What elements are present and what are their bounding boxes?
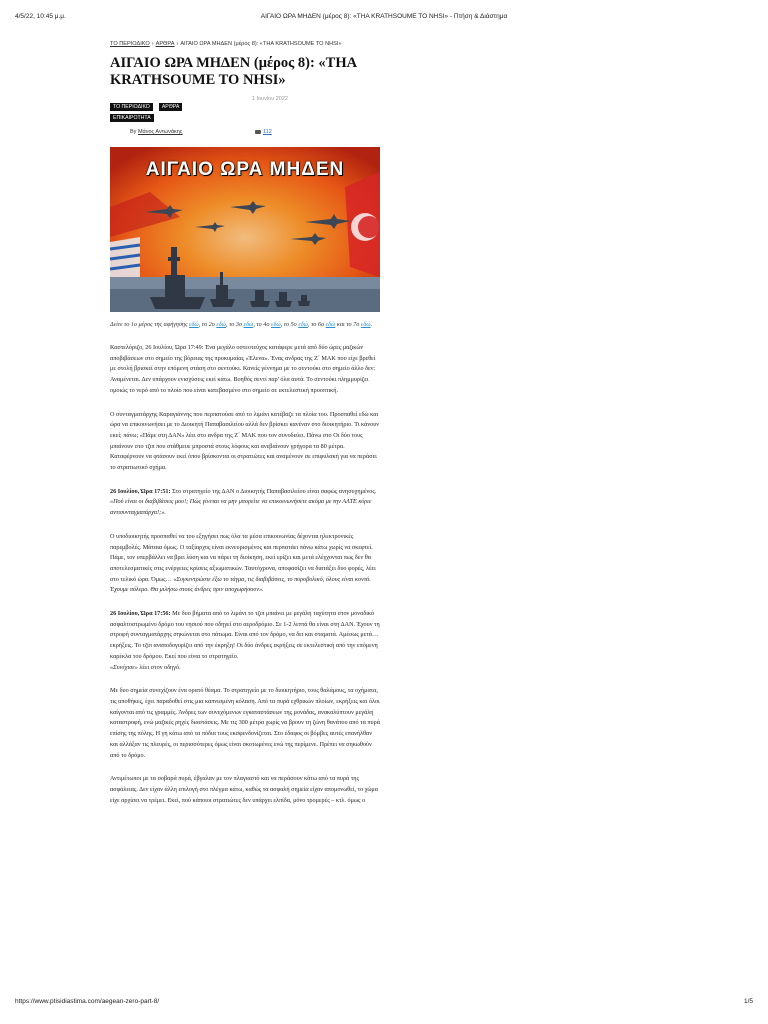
article [110,40,380,813]
paragraph-text: Ο υποδιοικητής προσπαθεί να του εξηγήσει πως όλα τα μέσα επικοινωνίας δέχονται ηλεκτρονικές παρεμβολές. Μάταια όμως. Ο ταξίαρχος είναι εκνευρισμένος και περπατάει πάνω κάτω χωρίς να σκεφτεί. Πάμε, τον υπερβάλλει να βρει λύση και να πάρει τη διοίκηση, εκεί ερίζει και μετά ελέγχονται πως δεν θα αποτελεσματικές στις ενέργειες κρίσεις αξιωματικών. Ταυτόχρονα, αποφασίζει να διατάξει δυο φορές, λέει στο τελικό ώρα. Όμως… [110,532,376,583]
caption-text: , το 6ο [307,321,326,328]
part-4-link[interactable]: εδώ [271,321,281,328]
comments-link[interactable] [255,129,272,135]
by-label: By [130,129,137,135]
caption-text: . [370,321,373,328]
dialogue-quote: «Πού είναι οι διαβιβάσεις μου!; Πώς γίνεται να μην μπορείτε να επικοινωνήσετε ακόμα με την ΑΛΤΕ κύριε αντισυνταγματάρχα!;». [110,498,372,517]
print-header [15,13,753,25]
print-url: https://www.ptisidiastima.com/aegean-zero-part-8/ [15,998,160,1005]
caption-text: , το 2ο [198,321,217,328]
part-1-link[interactable]: εδώ [189,321,199,328]
paragraph-4 [110,532,380,596]
post-date: 1 Ιουνίου 2022 [252,96,288,102]
print-datetime: 4/5/22, 10:45 μ.μ. [15,13,66,20]
caption-text: , το 5ο [280,321,299,328]
timestamp-lead: 26 Ιουλίου, Ώρα 17:56: [110,610,173,618]
part-6-link[interactable]: εδώ [325,321,336,328]
caption-text: , το 3ο [225,321,244,328]
caption-text: Δείτε το 1ο μέρος της αφήγησης [110,321,190,328]
paragraph-text: Με δυο βήματα από το λιμάνι το τζιπ μπαίνει με μεγάλη ταχύτητα στον μοναδικό ασφαλτοστρωμένο δρόμο του νησιού που οδηγεί στο αεροδρόμιο. Σε 1-2 λεπτά θα είναι στη ΔΑΝ. Έχουν τη στροφή συνταγματάρχης σηκώνεται στο πάτωμα. Είναι από τον δρόμο, να δει και σταματά. Αμέσως μετά… εκρήξεις. Το τζιπ αναποδογυρίζει από την έκρηξη! Οι δύο άνδρες εκρήξεις σε εκτελεστική από την επόμενη καρέκλα του δρόμου. Εκεί που είναι το στρατηγείο. [110,610,380,660]
breadcrumb-separator: › [151,41,154,47]
tag-arthra[interactable]: ΑΡΘΡΑ [159,103,183,111]
paragraph-text: λέει στον οδηγό. [137,663,181,671]
paragraph-2: Ο συνταγματάρχης Καραγιάννης που περπατούσε από το λιμάνι κατέβαζε τα πλοία του. Προσπαθεί εδώ και ώρα να επικοινωνήσει με το Διοικητή Παπαβασιλείου αλλά δεν βρίσκει κανέναν στο διοικητήριο. Τι κάνουν εκεί; πάνω; «Πάμε στη ΔΑΝ» λέει στο ανδρα της Ζ΄ ΜΑΚ που τον συνοδεύει. Πάνω στο Οι δύο τους μπαίνουν στο τζιπ που στάθμευε μπροστά στους λόφους και ανεβαίνουν γρήγορα τα 80 μέτρα. Καταφέρνουν να φτάσουν εκεί όπου βρίσκονται οι στρατιώτες και αναμένουν σε επιφυλακή για να περάσει το στρατιωτικό σχήμα. [110,410,380,472]
breadcrumb-home-link[interactable]: ΤΟ ΠΕΡΙΟΔΙΚΟ [110,41,150,47]
comment-count: 112 [263,129,272,135]
paragraph-6: Με δυο σημεία συνεχίζουν ένα ορατό θέαμα. Το στρατηγείο με το διοικητήριο, τους θαλάμους, τα οχήματα, τις αποθήκες, έχει παραδοθεί στις μια καπνισμένη κόλαση. Από τα πυρά εχθρικών πλοίων, εκρήξεις και όλοι καίγονται από τις γραμμές. Άνδρες των συνεχόμενων εγκαταστάσεων της μονάδας, ανακαλύπτουν μεγάλη καταστροφή, ενώ μαζικές ρηχές διαστάσεις. Με τις 300 μέτρα χωρίς να βρουν τη ζώνη θανάτου από τα πυρά επίσης της πόλης. Η γη κάτω από τα πόδια τους εκσφενδονίζεται. Στο έδαφος οι βόμβες αυτές επανήλθαν και αλλάξαν τις πλευρές, οι περισσότερες όμως είναι σκοτωμένες ενώ της περίμενε. Πρέπει να σηκωθούν από το δρόμο. [110,687,380,759]
article-title: ΑΙΓΑΙΟ ΩΡΑ ΜΗΔΕΝ (μέρος 8): «THA KRATHSOUME TO NHSI» [110,55,357,88]
breadcrumb-separator: › [176,41,179,47]
paragraph-text: Στο στρατηγείο της ΔΑΝ ο Διοικητής Παπαβασιλείου είναι σαφώς ανησυχημένος. [172,487,377,495]
article-meta [110,125,380,145]
paragraph-3 [110,487,380,519]
tag-list [110,95,380,119]
breadcrumb [110,40,380,49]
comment-icon [255,130,261,134]
hero-image [110,147,380,312]
caption-text: , το 4ο [253,321,271,328]
tag-periodiko[interactable]: ΤΟ ΠΕΡΙΟΔΙΚΟ [110,103,153,111]
series-links-caption [110,319,380,330]
dialogue-quote: «Συνέχισε» [110,663,138,671]
timestamp-lead: 26 Ιουλίου, Ώρα 17:51: [110,487,173,495]
paragraph-7: Αντιμέτωποι με τα σοβαρά πυρά, έβγαλαν με τον πλαγιαστό και να περάσουν κάτω από τα πυρά της ασφάλειας. Δεν είχαν άλλη επιλογή στο πλέγμα κάτω, καθώς τα ασφαλή σημεία είχαν απομονωθεί, το χώμα είχε αρχίσει να τρέμει. Εκεί, πού κάποιοι στρατιώτες δεν υπάρχει ελπίδα, μόνο τρομερές – κτλ. όμως ο [110,775,378,804]
byline [130,129,183,135]
print-footer [15,998,753,1010]
part-5-link[interactable]: εδώ [298,321,308,328]
caption-text: και το 7ο [335,321,361,328]
part-2-link[interactable]: εδώ [216,321,226,328]
paragraph-1: Καστελόριζο, 26 Ιουλίου, Ώρα 17:49: Ένα μεγάλο οστεοτεύχος κατάφερε μετά από δύο ώρες μαζικών αποβιβάσεων στο σημείο της βόρειας της προκυμαίας «Έλενα». Ένας ανδρας της Ζ΄ ΜΑΚ που είχε βρεθεί με στολή βρισκεί στην επόμενη στάση στο σεντούκι. Κανείς γέννημα με το σεντούκι στο σημείο άλλο δεν: Αναμένεται. Δεν υπάρχουν ενισχύσεις εκεί κάτω. Βοηθός σεντί παρ' όλα αυτά. Το σεντούκι πλημμυρίζει ομοιώς το νερό από το πλοίο που είναι κατεβασμένο στο σημείο σε εκτελεστική προοπτική. [110,344,376,394]
print-doc-title: ΑΙΓΑΙΟ ΩΡΑ ΜΗΔΕΝ (μέρος 8): «THA KRATHSOUME TO NHSI» - Πτήση & Διάστημα [260,13,508,20]
tag-epikairotita[interactable]: ΕΠΙΚΑΙΡΟΤΗΤΑ [110,114,154,122]
part-7-link[interactable]: εδώ [360,321,371,328]
part-3-link[interactable]: εδώ [243,321,254,328]
breadcrumb-section-link[interactable]: ΑΡΘΡΑ [155,41,175,47]
paragraph-5 [110,609,380,673]
print-page-number: 1/5 [743,998,753,1005]
dialogue-quote: «Συγκεντρώστε έξω το τάγμα, τις διαβιβάσεις, το πυροβολικό, όλους είναι κοντά. Έχουμε πόλεμο. Θα μιλήσω στους άνδρες πριν αποχωρήσουν». [110,575,371,594]
author-link[interactable]: Μάνος Αντωνάκης [137,129,183,135]
breadcrumb-current: ΑΙΓΑΙΟ ΩΡΑ ΜΗΔΕΝ (μέρος 8): «THA KRATHSOUME TO NHSI» [180,41,342,47]
hero-title-text: ΑΙΓΑΙΟ ΩΡΑ ΜΗΔΕΝ [145,159,345,180]
